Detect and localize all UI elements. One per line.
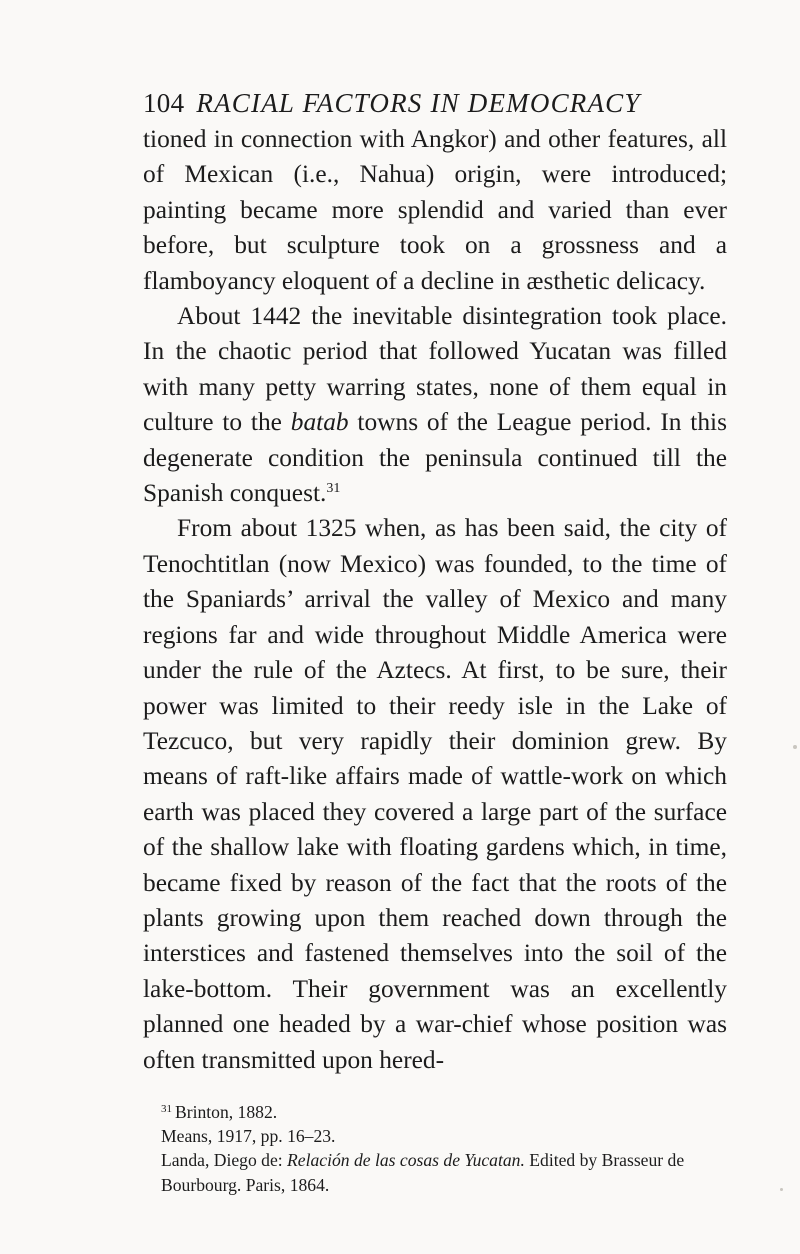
- body-text: [143, 122, 727, 1078]
- footnote-entry: [143, 1124, 727, 1148]
- footnote-number: 31: [161, 1102, 172, 1115]
- paragraph-text: About 1442 the inevitable disintegration took place. In the chaotic period that followed Yucatan was filled with many petty warring states, none of them equal in culture to the: [143, 302, 727, 437]
- footnote-reference-text: Brinton, 1882.: [175, 1101, 278, 1122]
- italic-term: batab: [290, 408, 349, 437]
- paragraph-disintegration: [143, 299, 727, 511]
- paragraph-continued: tioned in connection with Angkor) and other features, all of Mexican (i.e., Nahua) origin, were introduced; painting became more splendid and varied than ever before, but sculpture took on a grossness and a flamboyancy eloquent of a decline in æsthetic delicacy.: [143, 125, 727, 295]
- footnote-entry: [143, 1100, 727, 1124]
- footnote-reference: 31: [326, 481, 341, 497]
- page-content: [143, 86, 727, 1197]
- footnote-edition: Edited by Brasseur de Bourbourg. Paris, 1864.: [161, 1150, 685, 1195]
- paragraph-text: towns of the League period. In this degenerate condition the peninsula continued till the Spanish conquest.: [143, 408, 727, 508]
- footnotes: [143, 1100, 727, 1197]
- paper-speck: [780, 1188, 783, 1191]
- footnote-author: Landa, Diego de:: [161, 1150, 288, 1171]
- footnote-work-title: Relación de las cosas de Yucatan.: [287, 1150, 525, 1171]
- paper-speck: [793, 745, 797, 749]
- page-number: 104: [143, 88, 185, 118]
- running-head-title: RACIAL FACTORS IN DEMOCRACY: [196, 88, 641, 118]
- paragraph-aztecs: From about 1325 when, as has been said, the city of Tenochtitlan (now Mexico) was founded, to the time of the Spaniards’ arrival the valley of Mexico and many regions far and wide throughout Middle America were under the rule of the Aztecs. At first, to be sure, their power was limited to their reedy isle in the Lake of Tezcuco, but very rapidly their dominion grew. By means of raft-like affairs made of wattle-work on which earth was placed they covered a large part of the surface of the shallow lake with floating gardens which, in time, became fixed by reason of the fact that the roots of the plants growing upon them reached down through the interstices and fastened themselves into the soil of the lake-bottom. Their government was an excellently planned one headed by a war-chief whose position was often transmitted upon hered-: [143, 514, 727, 1074]
- footnote-reference-text: Means, 1917, pp. 16–23.: [161, 1126, 336, 1147]
- footnote-entry: [143, 1148, 727, 1196]
- running-head: [143, 86, 727, 120]
